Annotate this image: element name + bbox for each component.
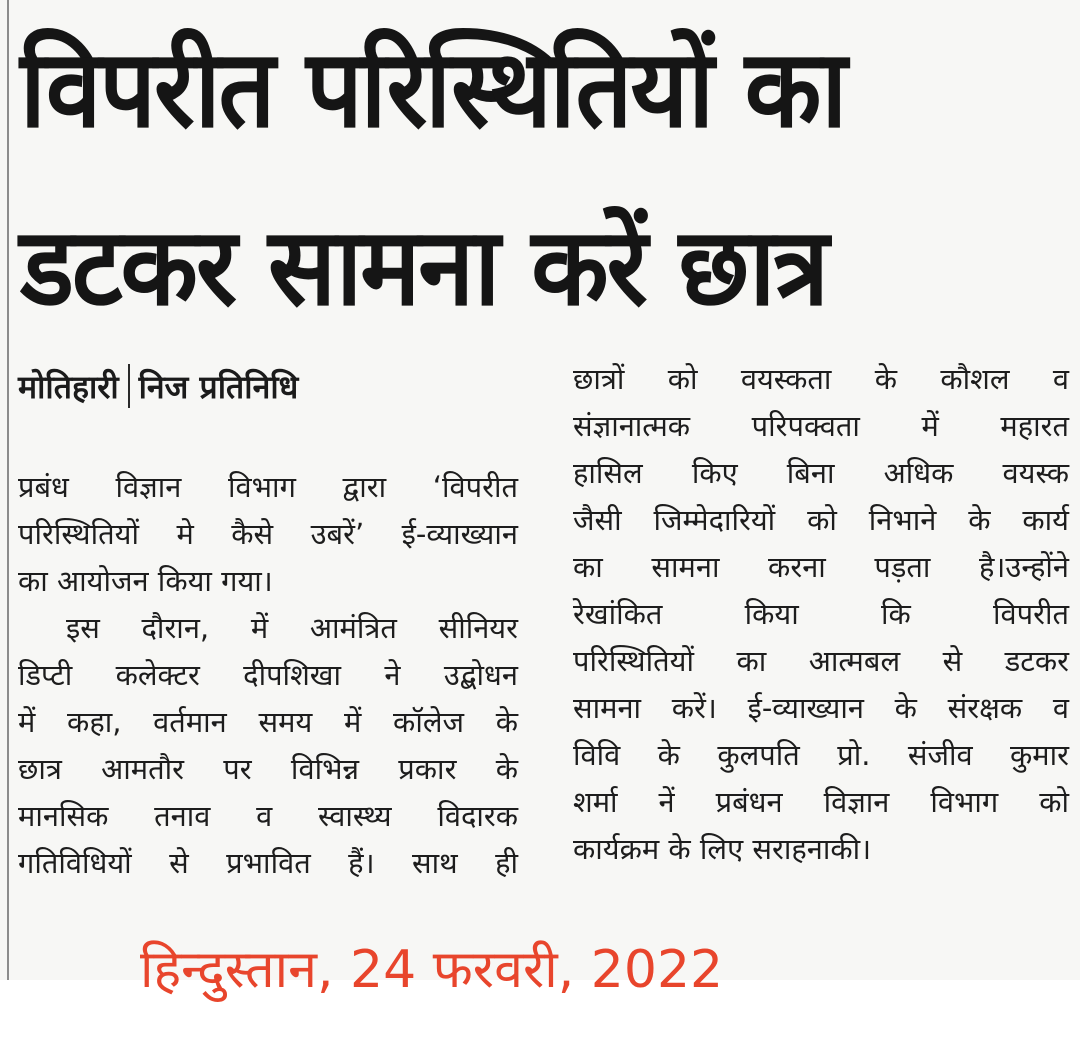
body-line: छात्र आमतौर पर विभिन्न प्रकार के — [18, 752, 518, 786]
body-line: का आयोजन किया गया। — [18, 564, 273, 598]
body-line: मानसिक तनाव व स्वास्थ्य विदारक — [18, 799, 518, 833]
body-line: विवि के कुलपति प्रो. संजीव कुमार — [573, 738, 1069, 772]
article-column-left — [18, 464, 518, 887]
body-line: परिस्थितियों का आत्मबल से डटकर — [573, 644, 1069, 678]
body-line: रेखांकित किया कि विपरीत — [573, 597, 1069, 631]
body-line: शर्मा नें प्रबंधन विज्ञान विभाग को — [573, 785, 1069, 819]
body-line: में कहा, वर्तमान समय में कॉलेज के — [18, 705, 518, 739]
dateline — [18, 358, 298, 414]
body-line: सामना करें। ई-व्याख्यान के संरक्षक व — [573, 691, 1069, 725]
body-line: हासिल किए बिना अधिक वयस्क — [573, 456, 1069, 490]
body-line: डिप्टी कलेक्टर दीपशिखा ने उद्बोधन — [18, 658, 518, 692]
dateline-separator — [128, 364, 130, 408]
dateline-place: मोतिहारी — [18, 367, 119, 406]
body-line: जैसी जिम्मेदारियों को निभाने के कार्य — [573, 503, 1069, 537]
body-line: छात्रों को वयस्कता के कौशल व — [573, 362, 1069, 396]
body-line: कार्यक्रम के लिए सराहनाकी। — [573, 832, 872, 866]
dateline-reporter: निज प्रतिनिधि — [138, 367, 299, 406]
body-line: का सामना करना पड़ता है।उन्होंने — [573, 550, 1069, 584]
body-line: परिस्थितियों मे कैसे उबरें’ ई-व्याख्यान — [18, 517, 518, 551]
source-caption: हिन्दुस्तान, 24 फरवरी, 2022 — [140, 940, 724, 1000]
column-rule — [7, 0, 9, 980]
article-column-right — [573, 356, 1069, 873]
body-line: गतिविधियों से प्रभावित हैं। साथ ही — [18, 846, 518, 880]
headline-line-1: विपरीत परिस्थितियों का — [20, 26, 846, 152]
body-line: इस दौरान, में आमंत्रित सीनियर — [66, 611, 518, 645]
headline-line-2: डटकर सामना करें छात्र — [20, 204, 827, 330]
body-line: संज्ञानात्मक परिपक्वता में महारत — [573, 409, 1069, 443]
body-line: प्रबंध विज्ञान विभाग द्वारा ‘विपरीत — [18, 470, 518, 504]
